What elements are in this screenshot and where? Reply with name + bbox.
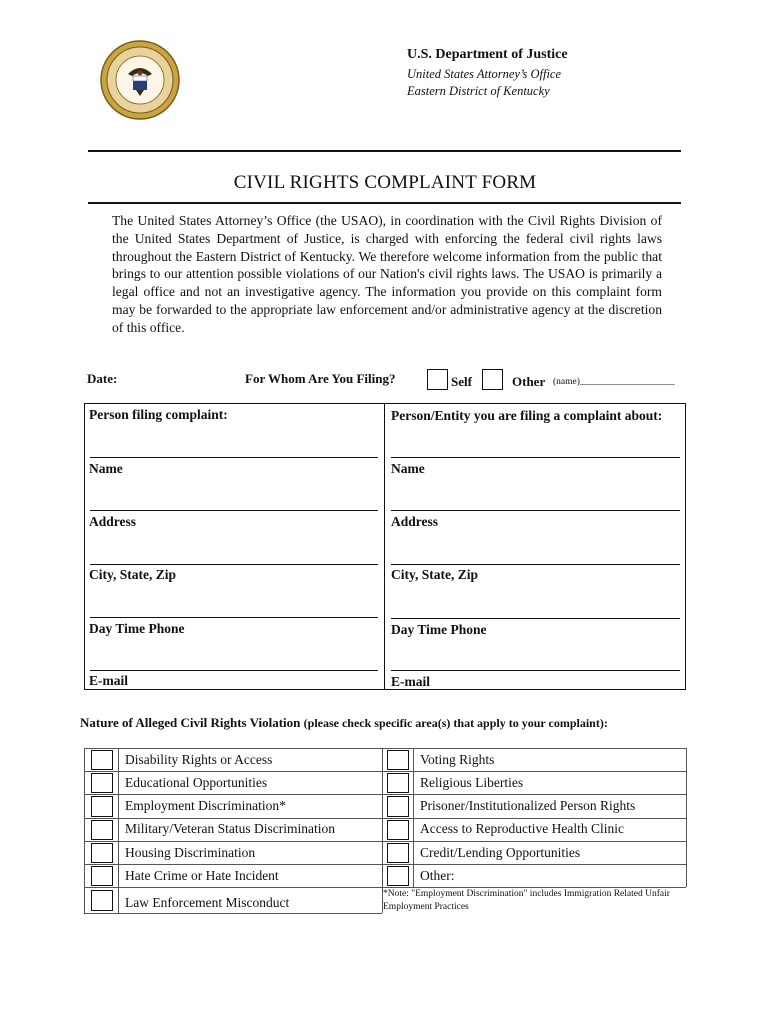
agency-office [407,66,561,100]
right-address-line[interactable] [391,510,680,511]
district-name: Eastern District of Kentucky [407,84,550,98]
item-military: Military/Veteran Status Discrimination [125,821,335,836]
checkbox-voting[interactable] [387,750,409,770]
office-name: United States Attorney’s Office [407,67,562,81]
grid-row-3 [84,818,686,819]
right-city-line[interactable] [391,564,680,565]
grid-row-4 [84,841,686,842]
left-city-label: City, State, Zip [89,567,177,582]
left-phone-line[interactable] [90,617,378,618]
date-label: Date: [87,371,118,386]
right-email-label: E-mail [391,674,430,689]
item-reproductive: Access to Reproductive Health Clinic [420,821,624,836]
checkbox-education[interactable] [91,773,113,793]
grid-top [84,748,686,749]
left-column-header: Person filing complaint: [89,407,228,422]
agency-name: U.S. Department of Justice [407,47,568,62]
checkbox-credit[interactable] [387,843,409,863]
checkbox-religious[interactable] [387,773,409,793]
left-phone-label: Day Time Phone [89,621,185,636]
violation-heading [80,715,608,731]
grid-bottom [84,913,382,914]
checkbox-military[interactable] [91,820,113,840]
right-phone-line[interactable] [391,618,680,619]
form-title: CIVIL RIGHTS COMPLAINT FORM [233,172,537,193]
checkbox-employment[interactable] [91,796,113,817]
left-email-label: E-mail [89,673,128,688]
checkbox-hate-crime[interactable] [91,866,113,886]
complainant-box [84,403,686,690]
item-employment: Employment Discrimination* [125,798,286,813]
left-email-line[interactable] [90,670,378,671]
right-name-label: Name [391,461,425,476]
left-city-line[interactable] [90,564,378,565]
left-name-label: Name [89,461,123,476]
item-education: Educational Opportunities [125,775,268,790]
item-law-enforcement: Law Enforcement Misconduct [125,895,290,910]
checkbox-disability[interactable] [91,750,113,770]
item-hate-crime: Hate Crime or Hate Incident [125,868,279,883]
item-prisoner: Prisoner/Institutionalized Person Rights [420,798,636,813]
item-other: Other: [420,868,455,883]
right-phone-label: Day Time Phone [391,622,487,637]
other-checkbox[interactable] [482,369,503,390]
right-name-line[interactable] [391,457,680,458]
checkbox-housing[interactable] [91,843,113,863]
grid-right-edge [686,748,687,887]
checkbox-reproductive[interactable] [387,820,409,840]
item-housing: Housing Discrimination [125,845,256,860]
item-disability: Disability Rights or Access [125,752,273,767]
right-address-label: Address [391,514,439,529]
self-checkbox[interactable] [427,369,448,390]
checkbox-law-enforcement[interactable] [91,890,113,911]
employment-footnote: *Note: "Employment Discrimination" includes Immigration Related Unfair Employment Practices [383,889,670,912]
item-voting: Voting Rights [420,752,495,767]
left-address-line[interactable] [90,510,378,511]
item-religious: Religious Liberties [420,775,524,790]
other-label: Other [512,374,546,389]
grid-left-edge [84,748,85,913]
grid-row-1 [84,771,686,772]
right-city-label: City, State, Zip [391,567,479,582]
checkbox-other[interactable] [387,866,409,886]
grid-right-box-col [413,748,414,887]
self-label: Self [451,374,472,389]
other-name-field[interactable]: (name)____________________ [553,377,675,387]
checkbox-prisoner[interactable] [387,796,409,817]
right-email-line[interactable] [391,670,680,671]
intro-paragraph: The United States Attorney’s Office (the USAO), in coordination with the Civil Rights Division of the United States Department of Justice, is charged with enforcing the federal civil rights laws throughout the Eastern District of Kentucky. We therefore welcome information from the public that brings to our attention possible violations of our Nation's civil rights laws. The USAO is primarily a legal office and not an investigative agency. The information you provide on this complaint form may be forwarded to the appropriate law enforcement and/or administrative agency at the discretion of this office. [112,213,662,335]
column-divider [384,403,385,690]
title-rule [88,202,681,204]
left-name-line[interactable] [90,457,378,458]
violation-heading-note: (please check specific area(s) that apply to your complaint): [303,716,608,730]
item-credit: Credit/Lending Opportunities [420,845,581,860]
grid-row-5 [84,864,686,865]
grid-left-box-col [118,748,119,913]
top-rule [88,150,681,152]
doj-seal-logo [100,40,180,120]
filing-for-label: For Whom Are You Filing? [245,371,396,386]
grid-row-2 [84,794,686,795]
violation-heading-title: Nature of Alleged Civil Rights Violation [80,715,301,730]
left-address-label: Address [89,514,137,529]
right-column-header: Person/Entity you are filing a complaint about: [391,408,663,423]
